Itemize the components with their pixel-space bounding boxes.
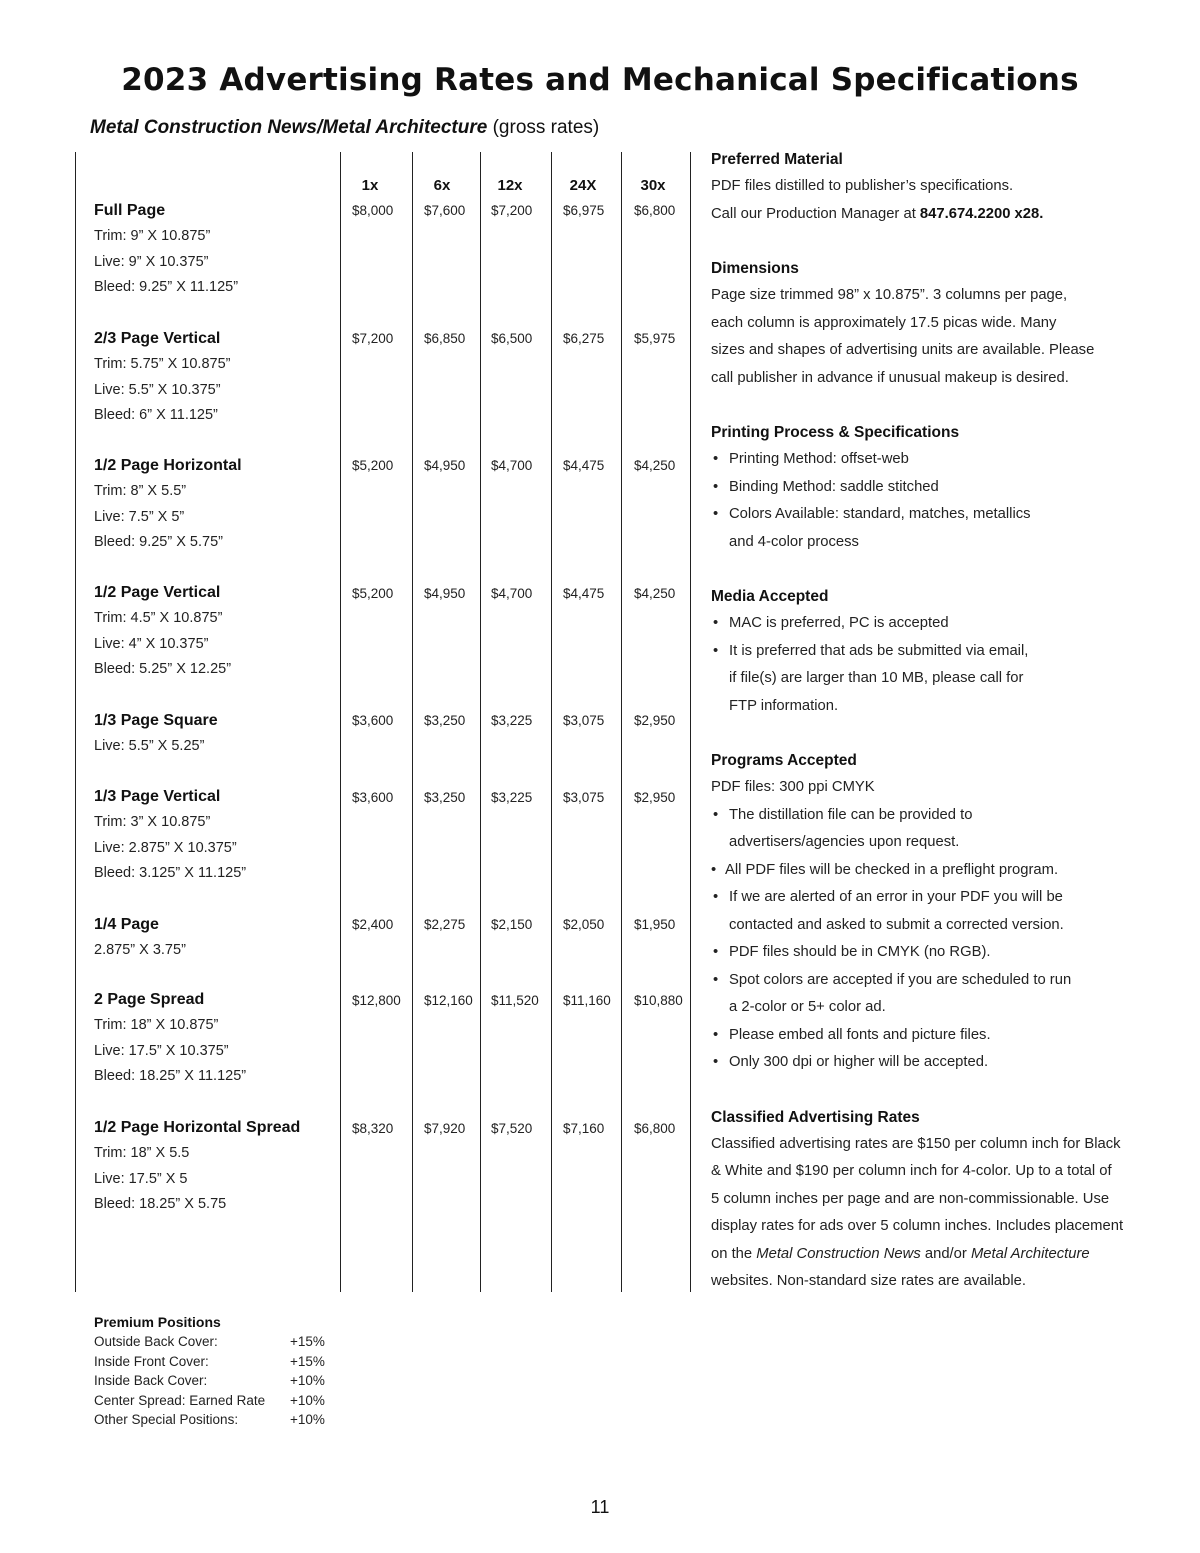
preferred-material-heading: Preferred Material [711, 151, 843, 168]
price-full-page-12x: $7,200 [491, 203, 533, 218]
premium-label: Inside Front Cover: [94, 1353, 209, 1369]
list-item: • Please embed all fonts and picture files. [711, 1022, 1111, 1050]
price-two-thirds-vertical-6x: $6,850 [424, 331, 466, 346]
rates-note: (gross rates) [492, 117, 600, 138]
header-1x: 1x [361, 177, 379, 194]
list-item: • MAC is preferred, PC is accepted [711, 610, 1111, 638]
ad-spec-trim: Trim: 3” X 10.875” [94, 814, 211, 830]
ad-spec-live: Live: 5.5” X 5.25” [94, 738, 205, 754]
price-half-horizontal-24x: $4,475 [563, 458, 605, 473]
ad-size-full-page [94, 199, 334, 301]
ad-spec-trim: Trim: 5.75” X 10.875” [94, 356, 231, 372]
header-6x: 6x [433, 177, 451, 194]
media-list [711, 610, 1111, 720]
price-two-page-spread-12x: $11,520 [491, 993, 539, 1008]
header-12x: 12x [497, 177, 523, 194]
classified-text: websites. Non-standard size rates are available. [711, 1273, 1027, 1289]
table-rule-col2 [412, 152, 413, 1292]
publication-name: Metal Construction News/Metal Architecture [90, 117, 488, 138]
table-rule-col4 [551, 152, 552, 1292]
ad-size-name: Full Page [94, 202, 166, 219]
price-third-square-12x: $3,225 [491, 713, 533, 728]
ad-spec-bleed: Bleed: 3.125” X 11.125” [94, 865, 247, 881]
ad-size-name: 1/4 Page [94, 916, 159, 933]
price-full-page-1x: $8,000 [352, 203, 394, 218]
premium-row [94, 1391, 325, 1411]
ad-spec-trim: Trim: 18” X 5.5 [94, 1145, 190, 1161]
premium-value: +15% [290, 1334, 325, 1349]
price-two-thirds-vertical-12x: $6,500 [491, 331, 533, 346]
list-item: • Printing Method: offset-web [711, 446, 1111, 474]
ad-size-name: 2 Page Spread [94, 991, 205, 1008]
list-item: • If we are alerted of an error in your PDF you will be contacted and asked to submit a corrected version. [711, 884, 1111, 939]
programs-intro: PDF files: 300 ppi CMYK [711, 779, 875, 795]
dimensions-text: sizes and shapes of advertising units are available. Please [711, 342, 1095, 358]
price-third-square-30x: $2,950 [634, 713, 676, 728]
table-rule-col3 [480, 152, 481, 1292]
price-third-square-6x: $3,250 [424, 713, 466, 728]
classified-text: 5 column inches per page and are non-commissionable. Use [711, 1190, 1110, 1207]
premium-row [94, 1352, 325, 1372]
price-half-horizontal-spread-24x: $7,160 [563, 1121, 605, 1136]
price-two-thirds-vertical-30x: $5,975 [634, 331, 676, 346]
ad-size-name: 1/3 Page Vertical [94, 788, 221, 805]
ad-spec-trim: Trim: 4.5” X 10.875” [94, 610, 223, 626]
premium-row [94, 1332, 325, 1352]
header-30x: 30x [640, 177, 666, 194]
table-rule-right [690, 152, 691, 1292]
dimensions-heading: Dimensions [711, 260, 799, 277]
price-quarter-page-6x: $2,275 [424, 917, 466, 932]
publication-name: Metal Architecture [970, 1245, 1090, 1262]
ad-size-name: 1/3 Page Square [94, 712, 218, 729]
price-half-vertical-24x: $4,475 [563, 586, 605, 601]
price-third-vertical-24x: $3,075 [563, 790, 605, 805]
ad-spec-live: Live: 2.875” X 10.375” [94, 839, 237, 856]
price-two-page-spread-1x: $12,800 [352, 993, 401, 1008]
classified-text-part: and/or [920, 1245, 971, 1262]
page-subtitle [90, 117, 599, 139]
price-third-vertical-30x: $2,950 [634, 790, 676, 805]
media-heading: Media Accepted [711, 588, 829, 605]
ad-size-third-square [94, 709, 334, 760]
programs-heading: Programs Accepted [711, 752, 857, 769]
premium-value: +15% [290, 1353, 325, 1369]
dimensions-text: Page size trimmed 98” x 10.875”. 3 columns per page, [711, 287, 1068, 303]
price-full-page-30x: $6,800 [634, 203, 676, 218]
ad-size-name: 1/2 Page Vertical [94, 584, 221, 601]
ad-size-quarter-page [94, 913, 334, 964]
classified-heading: Classified Advertising Rates [711, 1108, 920, 1126]
printing-heading: Printing Process & Specifications [711, 424, 960, 441]
premium-value: +10% [290, 1412, 325, 1427]
premium-positions [94, 1313, 325, 1430]
price-two-page-spread-24x: $11,160 [563, 993, 611, 1008]
specifications-column [711, 146, 1124, 1296]
classified-text [711, 1241, 1111, 1269]
printing-list [711, 446, 1111, 556]
ad-spec-live: Live: 17.5” X 5 [94, 1170, 188, 1187]
list-item: • Colors Available: standard, matches, metallics and 4-color process [711, 501, 1111, 556]
price-half-horizontal-spread-30x: $6,800 [634, 1121, 676, 1136]
price-quarter-page-12x: $2,150 [491, 917, 533, 932]
price-half-horizontal-spread-1x: $8,320 [352, 1121, 394, 1136]
classified-text: display rates for ads over 5 column inches. Includes placement [711, 1218, 1124, 1234]
publication-name: Metal Construction News [756, 1245, 921, 1262]
premium-label: Center Spread: Earned Rate [94, 1392, 266, 1408]
ad-spec-bleed: Bleed: 9.25” X 5.75” [94, 534, 223, 550]
ad-size-two-thirds-vertical [94, 327, 334, 429]
price-third-vertical-6x: $3,250 [424, 790, 466, 805]
ad-size-two-page-spread [94, 988, 334, 1090]
classified-text: & White and $190 per column inch for 4-color. Up to a total of [711, 1163, 1112, 1179]
premium-positions-heading: Premium Positions [94, 1314, 221, 1330]
ad-spec-bleed: Bleed: 18.25” X 11.125” [94, 1068, 247, 1084]
premium-label: Other Special Positions: [94, 1412, 239, 1427]
price-quarter-page-1x: $2,400 [352, 917, 394, 932]
contact-prefix: Call our Production Manager at [711, 205, 920, 222]
price-full-page-6x: $7,600 [424, 203, 466, 218]
price-half-horizontal-12x: $4,700 [491, 458, 533, 473]
ad-size-half-vertical [94, 581, 334, 683]
price-half-vertical-1x: $5,200 [352, 586, 394, 601]
page-number: 11 [590, 1497, 610, 1517]
price-two-page-spread-30x: $10,880 [634, 993, 683, 1008]
price-two-thirds-vertical-1x: $7,200 [352, 331, 394, 346]
price-half-vertical-6x: $4,950 [424, 586, 466, 601]
ad-spec-trim: Trim: 18” X 10.875” [94, 1017, 219, 1033]
ad-size-half-horizontal-spread [94, 1116, 334, 1218]
ad-spec-live: Live: 4” X 10.375” [94, 635, 209, 652]
premium-value: +10% [290, 1392, 325, 1408]
price-half-horizontal-spread-12x: $7,520 [491, 1121, 533, 1136]
ad-spec-trim: Trim: 9” X 10.875” [94, 228, 211, 244]
price-half-vertical-30x: $4,250 [634, 586, 676, 601]
price-half-horizontal-spread-6x: $7,920 [424, 1121, 466, 1136]
ad-size-name: 2/3 Page Vertical [94, 330, 221, 347]
price-half-horizontal-6x: $4,950 [424, 458, 466, 473]
ad-spec-bleed: Bleed: 18.25” X 5.75 [94, 1196, 227, 1212]
price-full-page-24x: $6,975 [563, 203, 605, 218]
production-manager-phone: 847.674.2200 x28. [919, 205, 1044, 222]
ad-spec-live: Live: 9” X 10.375” [94, 253, 209, 270]
ad-spec-bleed: Bleed: 9.25” X 11.125” [94, 279, 239, 295]
page-title: 2023 Advertising Rates and Mechanical Specifications [121, 62, 1079, 98]
ad-size-name: 1/2 Page Horizontal [94, 457, 242, 474]
ad-spec-live: Live: 5.5” X 10.375” [94, 381, 221, 398]
price-third-vertical-12x: $3,225 [491, 790, 533, 805]
table-rule-col5 [621, 152, 622, 1292]
premium-row [94, 1410, 325, 1430]
price-third-vertical-1x: $3,600 [352, 790, 394, 805]
price-third-square-1x: $3,600 [352, 713, 394, 728]
price-quarter-page-24x: $2,050 [563, 917, 605, 932]
table-rule-left [75, 152, 76, 1292]
premium-row [94, 1371, 325, 1391]
ad-spec-trim: Trim: 8” X 5.5” [94, 483, 187, 499]
production-manager-contact [711, 201, 1111, 229]
price-half-vertical-12x: $4,700 [491, 586, 533, 601]
ad-size-name: 1/2 Page Horizontal Spread [94, 1119, 301, 1136]
ad-spec-bleed: Bleed: 6” X 11.125” [94, 407, 218, 423]
premium-value: +10% [290, 1373, 325, 1388]
ad-spec-size: 2.875” X 3.75” [94, 942, 186, 958]
dimensions-text: each column is approximately 17.5 picas wide. Many [711, 314, 1057, 331]
dimensions-text: call publisher in advance if unusual makeup is desired. [711, 369, 1069, 386]
ad-spec-live: Live: 17.5” X 10.375” [94, 1042, 229, 1059]
premium-label: Outside Back Cover: [94, 1334, 218, 1349]
ad-spec-live: Live: 7.5” X 5” [94, 508, 185, 525]
price-two-page-spread-6x: $12,160 [424, 993, 473, 1008]
price-half-horizontal-30x: $4,250 [634, 458, 676, 473]
ad-spec-bleed: Bleed: 5.25” X 12.25” [94, 661, 232, 677]
price-quarter-page-30x: $1,950 [634, 917, 676, 932]
classified-text-part: on the [711, 1245, 757, 1262]
preferred-material-text: PDF files distilled to publisher’s specifications. [711, 178, 1014, 194]
list-item: • Only 300 dpi or higher will be accepted. [711, 1049, 1111, 1077]
ad-size-third-vertical [94, 785, 334, 887]
classified-text: Classified advertising rates are $150 per column inch for Black [711, 1135, 1121, 1152]
list-item: • All PDF files will be checked in a preflight program. [711, 857, 1111, 885]
price-two-thirds-vertical-24x: $6,275 [563, 331, 605, 346]
ad-size-half-horizontal [94, 454, 334, 556]
list-item: • PDF files should be in CMYK (no RGB). [711, 939, 1111, 967]
list-item: • Spot colors are accepted if you are scheduled to run a 2-color or 5+ color ad. [711, 967, 1111, 1022]
price-half-horizontal-1x: $5,200 [352, 458, 394, 473]
list-item: • The distillation file can be provided to advertisers/agencies upon request. [711, 802, 1111, 857]
list-item: • Binding Method: saddle stitched [711, 474, 1111, 502]
list-item: • It is preferred that ads be submitted via email, if file(s) are larger than 10 MB, please call for FTP information. [711, 638, 1111, 721]
table-rule-col1 [340, 152, 341, 1292]
programs-list [711, 802, 1111, 1077]
price-third-square-24x: $3,075 [563, 713, 605, 728]
premium-label: Inside Back Cover: [94, 1373, 208, 1388]
header-24x: 24X [569, 177, 597, 194]
